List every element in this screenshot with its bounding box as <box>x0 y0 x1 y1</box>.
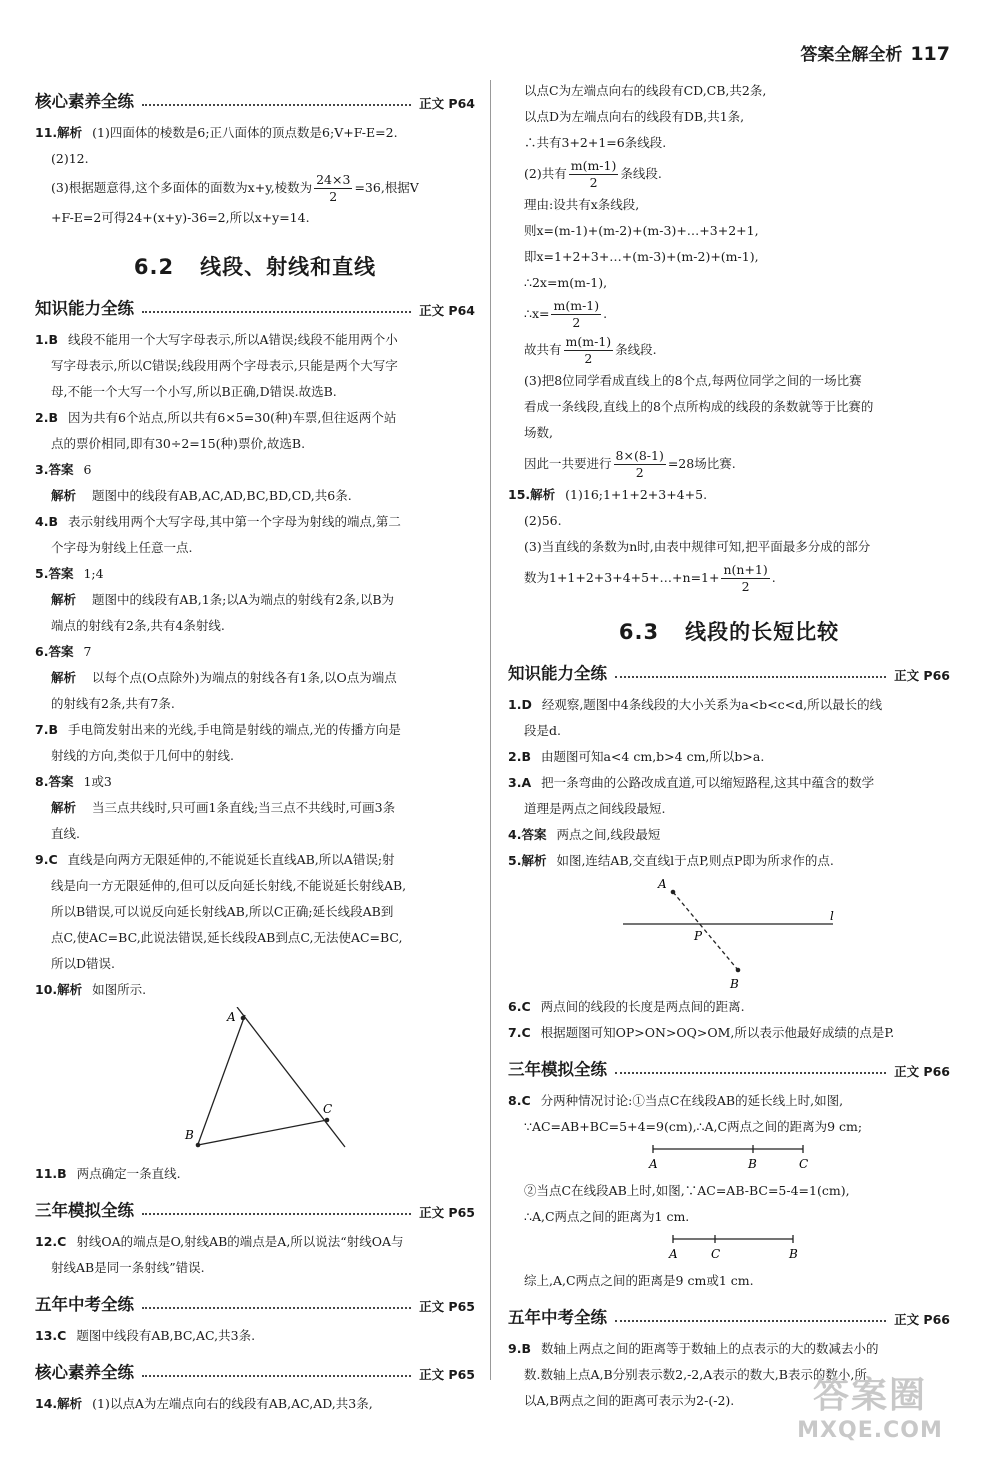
answer-text: 所以D错误. <box>51 956 115 971</box>
answer-text: 数轴上两点之间的距离等于数轴上的点表示的大的数减去小的 <box>540 1341 879 1356</box>
dotted-leader <box>142 311 411 313</box>
question-number: 9.C <box>35 852 58 867</box>
answer-text: ∴2x=m(m-1), <box>524 275 608 290</box>
answer-text: 故共有 <box>524 342 562 357</box>
fraction <box>551 298 601 331</box>
question-number: 7.B <box>35 722 58 737</box>
label-b: B <box>185 1128 194 1142</box>
numerator: m(m-1) <box>565 334 612 349</box>
answer-text: 两点确定一条直线. <box>76 1166 181 1181</box>
analysis-tag: 解析 <box>51 488 77 503</box>
section-ref: 正文 P65 <box>419 1205 475 1220</box>
denominator: 2 <box>572 315 581 330</box>
answer-text: 题图中线段有AB,BC,AC,共3条. <box>76 1328 256 1343</box>
answer-text: (3)根据题意得,这个多面体的面数为x+y,棱数为 <box>51 180 313 195</box>
answer-text: ∵AC=AB+BC=5+4=9(cm),∴A,C两点之间的距离为9 cm; <box>524 1119 863 1134</box>
numerator: m(m-1) <box>570 158 617 173</box>
watermark-site-text: MXQE.COM <box>797 1418 943 1443</box>
section-title: 知识能力全练 <box>508 664 607 683</box>
answer-text: 道理是两点之间线段最短. <box>524 801 666 816</box>
answer-text: 端点的射线有2条,共有4条射线. <box>51 618 225 633</box>
chapter-title-6-2 <box>35 251 475 281</box>
chapter-name: 线段的长短比较 <box>685 620 840 644</box>
question-number: 2.B <box>508 749 531 764</box>
answer-value: 7 <box>83 644 92 659</box>
answer-text: 即x=1+2+3+…+(m-3)+(m-2)+(m-1), <box>524 249 759 264</box>
answer-text: . <box>603 306 608 321</box>
answer-text: =28场比赛. <box>667 456 736 471</box>
question-number: 3.A <box>508 775 532 790</box>
answer-3 <box>35 457 475 483</box>
answer-2 <box>35 405 475 431</box>
analysis-tag: 解析 <box>51 670 77 685</box>
answer-text: 如图所示. <box>92 982 147 997</box>
question-number: 10.解析 <box>35 982 83 997</box>
answer-text: 综上,A,C两点之间的距离是9 cm或1 cm. <box>524 1273 754 1288</box>
answer-text: (3)当直线的条数为n时,由表中规律可知,把平面最多分成的部分 <box>524 539 871 554</box>
section-ref: 正文 P65 <box>419 1367 475 1382</box>
chapter-name: 线段、射线和直线 <box>200 255 377 279</box>
answer-text: 以点D为左端点向右的线段有DB,共1条, <box>524 109 745 124</box>
answer-text: 线是向一方无限延伸的,但可以反向延长射线,不能说延长射线AB, <box>51 878 407 893</box>
numerator: 24×3 <box>316 172 351 187</box>
question-number: 1.B <box>35 332 58 347</box>
answer-6 <box>35 639 475 665</box>
right-column <box>508 78 950 1414</box>
answer-text: 直线. <box>51 826 80 841</box>
label-a: A <box>649 1157 658 1171</box>
answer-text: 两点间的线段的长度是两点间的距离. <box>540 999 745 1014</box>
section-three-year <box>508 1052 950 1080</box>
point-a <box>241 1016 246 1021</box>
label-b: B <box>748 1157 757 1171</box>
answer-text: 母,不能一个大写一个小写,所以B正确,D错误.故选B. <box>51 384 337 399</box>
denominator: 2 <box>584 351 593 366</box>
section-ref: 正文 P66 <box>894 1064 950 1079</box>
answer-text: 如图,连结AB,交直线l于点P,则点P即为所求作的点. <box>556 853 834 868</box>
section-core-2 <box>35 1355 475 1383</box>
chapter-number: 6.3 <box>618 620 660 644</box>
watermark-logo <box>770 1367 970 1443</box>
answer-15-line4 <box>508 560 950 596</box>
answer-text: 条线段. <box>620 166 662 181</box>
dotted-leader <box>142 104 411 106</box>
answer-text: 两点之间,线段最短 <box>556 827 661 842</box>
analysis-6 <box>35 665 475 691</box>
segment-ab <box>673 892 738 970</box>
answer-text: 条线段. <box>615 342 657 357</box>
label-c: C <box>799 1157 809 1171</box>
question-number: 4.答案 <box>508 827 547 842</box>
label-a: A <box>227 1010 236 1024</box>
question-number: 5.答案 <box>35 566 74 581</box>
section-knowledge <box>508 656 950 684</box>
answer-7 <box>508 1020 950 1046</box>
dotted-leader <box>142 1307 411 1309</box>
point-a <box>671 890 676 895</box>
question-number: 11.解析 <box>35 125 83 140</box>
question-number: 15.解析 <box>508 487 556 502</box>
denominator: 2 <box>741 579 750 594</box>
analysis-5 <box>35 587 475 613</box>
answer-1 <box>35 327 475 353</box>
point-b <box>196 1143 201 1148</box>
section-three-year <box>35 1193 475 1221</box>
answer-5 <box>508 848 950 874</box>
question-number: 3.答案 <box>35 462 74 477</box>
answer-text: 题图中的线段有AB,AC,AD,BC,BD,CD,共6条. <box>92 488 352 503</box>
answer-14-x <box>508 296 950 332</box>
label-p: P <box>694 929 703 943</box>
label-a: A <box>658 878 667 891</box>
answer-8 <box>508 1088 950 1114</box>
answer-text: 以点C为左端点向右的线段有CD,CB,共2条, <box>524 83 767 98</box>
question-number: 9.B <box>508 1341 531 1356</box>
answer-text: 射线AB是同一条射线”错误. <box>51 1260 205 1275</box>
denominator: 2 <box>635 465 644 480</box>
label-b: B <box>789 1247 798 1261</box>
left-column <box>35 78 475 1417</box>
answer-text: 则x=(m-1)+(m-2)+(m-3)+…+3+2+1, <box>524 223 759 238</box>
numerator: m(m-1) <box>553 298 600 313</box>
analysis-3 <box>35 483 475 509</box>
question-number: 7.C <box>508 1025 531 1040</box>
triangle-figure <box>35 1007 475 1157</box>
numerator: n(n+1) <box>723 562 768 577</box>
answer-9 <box>35 847 475 873</box>
section-ref: 正文 P65 <box>419 1299 475 1314</box>
answer-5 <box>35 561 475 587</box>
answer-text: 点的票价相同,即有30÷2=15(种)票价,故选B. <box>51 436 306 451</box>
answer-text: 直线是向两方无限延伸的,不能说延长直线AB,所以A错误;射 <box>67 852 395 867</box>
answer-value: 6 <box>83 462 92 477</box>
answer-13 <box>35 1323 475 1349</box>
point-c <box>325 1118 330 1123</box>
section-knowledge <box>35 291 475 319</box>
question-number: 12.C <box>35 1234 67 1249</box>
dotted-leader <box>142 1375 411 1377</box>
answer-8 <box>35 769 475 795</box>
answer-9 <box>508 1336 950 1362</box>
fraction <box>564 334 614 367</box>
fraction <box>721 562 769 595</box>
dotted-leader <box>615 1320 886 1322</box>
question-number: 2.B <box>35 410 58 425</box>
section-title: 三年模拟全练 <box>35 1201 134 1220</box>
point-b <box>736 968 741 973</box>
answer-text: . <box>771 570 776 585</box>
answer-text: 把一条弯曲的公路改成直道,可以缩短路程,这其中蕴含的数学 <box>541 775 875 790</box>
numerator: 8×(8-1) <box>615 448 664 463</box>
line-ab <box>197 1015 245 1147</box>
answer-14-part2 <box>508 156 950 192</box>
answer-10 <box>35 977 475 1003</box>
dotted-leader <box>615 676 886 678</box>
answer-text: 因为共有6个站点,所以共有6×5=30(种)车票,但往返两个站 <box>67 410 397 425</box>
answer-text: +F-E=2可得24+(x+y)-36=2,所以x+y=14. <box>51 210 310 225</box>
line-ac <box>237 1007 345 1147</box>
section-five-year <box>508 1300 950 1328</box>
answer-text: =36,根据V <box>354 180 419 195</box>
answer-14-total <box>508 332 950 368</box>
fraction <box>614 448 666 481</box>
line-bc <box>198 1120 327 1145</box>
watermark-main-text: 答案圈 <box>812 1375 927 1416</box>
question-number: 4.B <box>35 514 58 529</box>
page-header <box>800 40 950 65</box>
answer-text: (1)以点A为左端点向右的线段有AB,AC,AD,共3条, <box>92 1396 373 1411</box>
analysis-tag: 解析 <box>51 800 77 815</box>
chapter-title-6-3 <box>508 616 950 646</box>
answer-14-part3 <box>508 446 950 482</box>
section-ref: 正文 P64 <box>419 303 475 318</box>
answer-text: 段是d. <box>524 723 561 738</box>
answer-text: 当三点共线时,只可画1条直线;当三点不共线时,可画3条 <box>92 800 396 815</box>
answer-text: ∴A,C两点之间的距离为1 cm. <box>524 1209 690 1224</box>
answer-text: 写字母表示,所以C错误;线段用两个字母表示,只能是两个大写字 <box>51 358 398 373</box>
answer-text: 经观察,题图中4条线段的大小关系为a<b<c<d,所以最长的线 <box>541 697 883 712</box>
answer-text: 线段不能用一个大写字母表示,所以A错误;线段不能用两个小 <box>67 332 398 347</box>
answer-1 <box>508 692 950 718</box>
answer-11b <box>35 1161 475 1187</box>
answer-text: 理由:设共有x条线段, <box>524 197 640 212</box>
section-title: 三年模拟全练 <box>508 1060 607 1079</box>
answer-text: 看成一条线段,直线上的8个点所构成的线段的条数就等于比赛的 <box>524 399 874 414</box>
answer-14 <box>35 1391 475 1417</box>
answer-text: (1)四面体的棱数是6;正八面体的顶点数是6;V+F-E=2. <box>92 125 398 140</box>
answer-text: (1)16;1+1+2+3+4+5. <box>565 487 708 502</box>
denominator: 2 <box>589 175 598 190</box>
analysis-tag: 解析 <box>51 592 77 607</box>
column-divider <box>490 80 491 1380</box>
answer-11-line3 <box>35 172 475 205</box>
question-number: 11.B <box>35 1166 67 1181</box>
line-intersection-figure <box>508 878 948 990</box>
answer-text: 因此一共要进行 <box>524 456 612 471</box>
dotted-leader <box>615 1072 886 1074</box>
question-number: 13.C <box>35 1328 67 1343</box>
fraction <box>569 158 619 191</box>
answer-4 <box>35 509 475 535</box>
answer-text: 手电筒发射出来的光线,手电筒是射线的端点,光的传播方向是 <box>67 722 401 737</box>
answer-text: 个字母为射线上任意一点. <box>51 540 193 555</box>
answer-15 <box>508 482 950 508</box>
question-number: 14.解析 <box>35 1396 83 1411</box>
answer-text: ∴共有3+2+1=6条线段. <box>524 135 667 150</box>
section-core-1 <box>35 84 475 112</box>
answer-text: 表示射线用两个大写字母,其中第一个字母为射线的端点,第二 <box>67 514 401 529</box>
section-ref: 正文 P64 <box>419 96 475 111</box>
question-number: 6.C <box>508 999 531 1014</box>
answer-text: 由题图可知a<4 cm,b>4 cm,所以b>a. <box>540 749 765 764</box>
answer-text: 点C,使AC=BC,此说法错误,延长线段AB到点C,无法使AC=BC, <box>51 930 403 945</box>
answer-text: ②当点C在线段AB上时,如图,∵AC=AB-BC=5-4=1(cm), <box>524 1183 850 1198</box>
denominator: 2 <box>329 189 338 204</box>
section-title: 核心素养全练 <box>35 92 134 111</box>
chapter-number: 6.2 <box>133 255 175 279</box>
answer-text: 射线的方向,类似于几何中的射线. <box>51 748 234 763</box>
answer-text: 数.数轴上点A,B分别表示数2,-2,A表示的数大,B表示的数小,所 <box>524 1367 867 1382</box>
answer-text: 分两种情况讨论:①当点C在线段AB的延长线上时,如图, <box>540 1093 844 1108</box>
answer-text: 数为1+1+2+3+4+5+…+n=1+ <box>524 570 720 585</box>
fraction <box>314 172 352 205</box>
answer-text: 所以B错误,可以说反向延长射线AB,所以C正确;延长线段AB到 <box>51 904 394 919</box>
section-ref: 正文 P66 <box>894 1312 950 1327</box>
segment-figure-1 <box>508 1144 948 1174</box>
answer-text: (2)56. <box>524 513 562 528</box>
answer-value: 1;4 <box>83 566 104 581</box>
section-ref: 正文 P66 <box>894 668 950 683</box>
section-title: 核心素养全练 <box>35 1363 134 1382</box>
answer-3 <box>508 770 950 796</box>
answer-text: 题图中的线段有AB,1条;以A为端点的射线有2条,以B为 <box>92 592 395 607</box>
question-number: 6.答案 <box>35 644 74 659</box>
answer-text: (2)12. <box>51 151 89 166</box>
answer-text: 射线OA的端点是O,射线AB的端点是A,所以说法“射线OA与 <box>76 1234 404 1249</box>
answer-value: 1或3 <box>83 774 112 789</box>
dotted-leader <box>142 1213 411 1215</box>
answer-4 <box>508 822 950 848</box>
answer-text: 根据题图可知OP>ON>OQ>OM,所以表示他最好成绩的点是P. <box>540 1025 895 1040</box>
label-c: C <box>323 1102 333 1116</box>
answer-text: (3)把8位同学看成直线上的8个点,每两位同学之间的一场比赛 <box>524 373 862 388</box>
page-number: 117 <box>910 43 950 65</box>
label-b: B <box>730 977 739 990</box>
header-title: 答案全解全析 <box>800 45 903 65</box>
answer-12 <box>35 1229 475 1255</box>
question-number: 1.D <box>508 697 532 712</box>
label-a: A <box>669 1247 678 1261</box>
label-c: C <box>711 1247 721 1261</box>
answer-2 <box>508 744 950 770</box>
answer-text: 以每个点(O点除外)为端点的射线各有1条,以O点为端点 <box>92 670 397 685</box>
question-number: 8.C <box>508 1093 531 1108</box>
answer-text: 场数, <box>524 425 553 440</box>
section-title: 知识能力全练 <box>35 299 134 318</box>
segment-figure-2 <box>508 1234 948 1264</box>
answer-text: (2)共有 <box>524 166 567 181</box>
analysis-8 <box>35 795 475 821</box>
label-l: l <box>830 909 834 923</box>
answer-6 <box>508 994 950 1020</box>
section-five-year <box>35 1287 475 1315</box>
answer-text: ∴x= <box>524 306 550 321</box>
section-title: 五年中考全练 <box>508 1308 607 1327</box>
section-title: 五年中考全练 <box>35 1295 134 1314</box>
answer-text: 的射线有2条,共有7条. <box>51 696 175 711</box>
question-number: 5.解析 <box>508 853 547 868</box>
answer-11 <box>35 120 475 146</box>
answer-text: 以A,B两点之间的距离可表示为2-(-2). <box>524 1393 735 1408</box>
answer-7 <box>35 717 475 743</box>
question-number: 8.答案 <box>35 774 74 789</box>
